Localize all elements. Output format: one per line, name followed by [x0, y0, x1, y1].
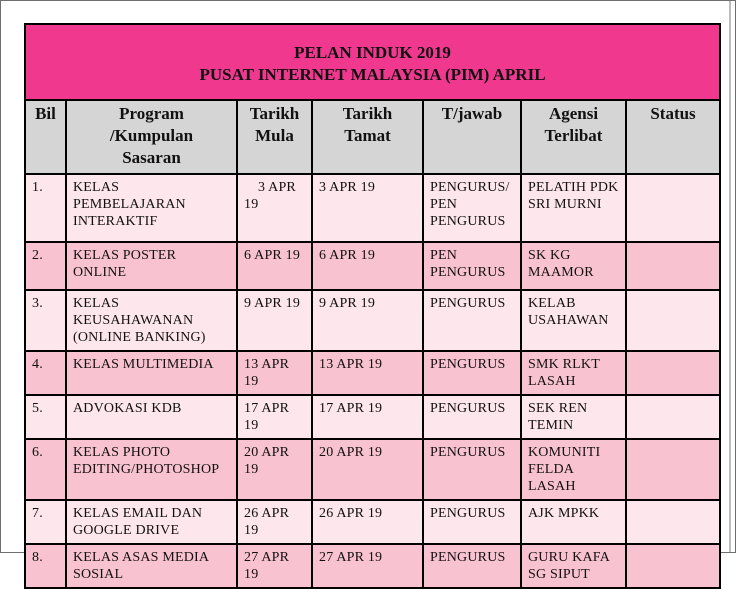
tjawab-line: PENGURUS	[430, 357, 506, 372]
program-line: PEMBELAJARAN	[73, 197, 186, 212]
tjawab-cell	[423, 544, 521, 588]
agensi-cell	[521, 395, 626, 439]
program-line: KELAS	[73, 180, 120, 195]
agensi-line: GURU KAFA	[528, 550, 611, 565]
bil-text: 5.	[32, 401, 43, 416]
tjawab-cell	[423, 290, 521, 351]
title-line-2: PUSAT INTERNET MALAYSIA (PIM) APRIL	[199, 65, 546, 84]
program-line: ADVOKASI KDB	[73, 401, 182, 416]
tarikh-mula-line: 9 APR 19	[244, 296, 301, 311]
column-header-tarikh-mula: Tarikh Mula	[237, 100, 312, 174]
agensi-line: SMK RLKT	[528, 357, 600, 372]
tjawab-line: PENGURUS	[430, 401, 506, 416]
program-line: (ONLINE BANKING)	[73, 330, 206, 345]
header-row	[25, 100, 720, 174]
column-header-agensi: Agensi Terlibat	[521, 100, 626, 174]
column-header-status: Status	[626, 100, 720, 174]
tjawab-cell	[423, 174, 521, 242]
program-line: KELAS MULTIMEDIA	[73, 357, 214, 372]
tarikh-tamat-line: 26 APR 19	[319, 506, 383, 521]
table-row	[25, 242, 720, 290]
tarikh-tamat-line: 17 APR 19	[319, 401, 383, 416]
tarikh-tamat-cell	[312, 395, 423, 439]
tarikh-mula-cell	[237, 174, 312, 242]
tarikh-tamat-cell	[312, 500, 423, 544]
tjawab-line: PENGURUS	[430, 265, 506, 280]
program-line: EDITING/PHOTOSHOP	[73, 462, 220, 477]
tarikh-tamat-line: 20 APR 19	[319, 445, 383, 460]
status-cell	[626, 174, 720, 242]
program-cell	[66, 395, 237, 439]
agensi-line: AJK MPKK	[528, 506, 600, 521]
tarikh-mula-line: 19	[244, 197, 259, 212]
program-cell	[66, 242, 237, 290]
bil-cell	[25, 395, 66, 439]
program-line: KELAS POSTER	[73, 248, 177, 263]
bil-text: 8.	[32, 550, 43, 565]
agensi-line: KOMUNITI	[528, 445, 601, 460]
table-row	[25, 290, 720, 351]
bil-text: 4.	[32, 357, 43, 372]
program-cell	[66, 544, 237, 588]
tarikh-tamat-cell	[312, 174, 423, 242]
table-row	[25, 544, 720, 588]
bil-text: 7.	[32, 506, 43, 521]
table-row	[25, 439, 720, 500]
tarikh-mula-cell	[237, 544, 312, 588]
tjawab-cell	[423, 439, 521, 500]
tjawab-line: PENGURUS	[430, 506, 506, 521]
status-cell	[626, 351, 720, 395]
bil-cell	[25, 351, 66, 395]
agensi-cell	[521, 242, 626, 290]
tarikh-mula-line: 19	[244, 462, 259, 477]
tarikh-mula-line: 13 APR	[244, 357, 290, 372]
status-cell	[626, 544, 720, 588]
tarikh-tamat-line: 3 APR 19	[319, 180, 376, 195]
program-line: KELAS	[73, 296, 120, 311]
agensi-line: MAAMOR	[528, 265, 594, 280]
tjawab-line: PEN	[430, 248, 458, 263]
agensi-cell	[521, 174, 626, 242]
tarikh-tamat-cell	[312, 351, 423, 395]
agensi-line: KELAB	[528, 296, 576, 311]
table-row	[25, 174, 720, 242]
agensi-line: USAHAWAN	[528, 313, 609, 328]
bil-text: 6.	[32, 445, 43, 460]
tarikh-mula-line: 19	[244, 567, 259, 582]
program-line: KELAS PHOTO	[73, 445, 171, 460]
tarikh-tamat-line: 13 APR 19	[319, 357, 383, 372]
bil-text: 3.	[32, 296, 43, 311]
tarikh-mula-cell	[237, 439, 312, 500]
bil-cell	[25, 544, 66, 588]
agensi-line: LASAH	[528, 374, 576, 389]
column-header-tjawab: T/jawab	[423, 100, 521, 174]
agensi-line: SRI MURNI	[528, 197, 602, 212]
program-cell	[66, 174, 237, 242]
tarikh-tamat-cell	[312, 439, 423, 500]
column-header-bil: Bil	[25, 100, 66, 174]
tjawab-cell	[423, 242, 521, 290]
tjawab-line: PENGURUS	[430, 550, 506, 565]
agensi-cell	[521, 439, 626, 500]
program-cell	[66, 290, 237, 351]
agensi-line: SK KG	[528, 248, 571, 263]
tarikh-tamat-line: 27 APR 19	[319, 550, 383, 565]
program-line: KEUSAHAWANAN	[73, 313, 194, 328]
tarikh-mula-cell	[237, 351, 312, 395]
tjawab-line: PEN	[430, 197, 458, 212]
program-cell	[66, 351, 237, 395]
bil-text: 1.	[32, 180, 43, 195]
status-cell	[626, 439, 720, 500]
tarikh-mula-cell	[237, 395, 312, 439]
plan-table	[24, 23, 721, 589]
agensi-line: LASAH	[528, 479, 576, 494]
agensi-cell	[521, 500, 626, 544]
tarikh-mula-line: 27 APR	[244, 550, 290, 565]
tarikh-mula-line: 6 APR 19	[244, 248, 301, 263]
tarikh-mula-line: 20 APR	[244, 445, 290, 460]
tjawab-cell	[423, 500, 521, 544]
column-header-program: Program /Kumpulan Sasaran	[66, 100, 237, 174]
tarikh-tamat-cell	[312, 290, 423, 351]
table-row	[25, 500, 720, 544]
status-cell	[626, 395, 720, 439]
tjawab-line: PENGURUS	[430, 445, 506, 460]
program-line: KELAS ASAS MEDIA	[73, 550, 210, 565]
tarikh-mula-line: 3 APR	[258, 180, 296, 195]
bil-cell	[25, 439, 66, 500]
bil-cell	[25, 174, 66, 242]
tarikh-mula-line: 26 APR	[244, 506, 290, 521]
program-line: SOSIAL	[73, 567, 124, 582]
tarikh-tamat-cell	[312, 544, 423, 588]
tjawab-line: PENGURUS	[430, 296, 506, 311]
tarikh-tamat-cell	[312, 242, 423, 290]
bil-cell	[25, 242, 66, 290]
agensi-line: TEMIN	[528, 418, 574, 433]
agensi-cell	[521, 544, 626, 588]
program-line: GOOGLE DRIVE	[73, 523, 180, 538]
tarikh-mula-cell	[237, 242, 312, 290]
tjawab-line: PENGURUS	[430, 214, 506, 229]
status-cell	[626, 500, 720, 544]
tarikh-mula-line: 19	[244, 523, 259, 538]
status-cell	[626, 242, 720, 290]
tarikh-mula-cell	[237, 500, 312, 544]
table-body	[25, 174, 720, 588]
tjawab-cell	[423, 395, 521, 439]
program-line: KELAS EMAIL DAN	[73, 506, 203, 521]
tjawab-line: PENGURUS/	[430, 180, 510, 195]
agensi-line: PELATIH PDK	[528, 180, 619, 195]
tarikh-tamat-line: 6 APR 19	[319, 248, 376, 263]
column-header-tarikh-tamat: Tarikh Tamat	[312, 100, 423, 174]
tarikh-mula-line: 19	[244, 418, 259, 433]
tarikh-mula-line: 19	[244, 374, 259, 389]
bil-cell	[25, 290, 66, 351]
bil-text: 2.	[32, 248, 43, 263]
agensi-line: FELDA	[528, 462, 575, 477]
table-row	[25, 351, 720, 395]
program-line: INTERAKTIF	[73, 214, 158, 229]
title-line-1: PELAN INDUK 2019	[294, 43, 451, 62]
agensi-line: SG SIPUT	[528, 567, 590, 582]
status-cell	[626, 290, 720, 351]
agensi-cell	[521, 351, 626, 395]
program-line: ONLINE	[73, 265, 127, 280]
tjawab-cell	[423, 351, 521, 395]
table-row	[25, 395, 720, 439]
agensi-cell	[521, 290, 626, 351]
tarikh-mula-line: 17 APR	[244, 401, 290, 416]
tarikh-mula-cell	[237, 290, 312, 351]
tarikh-tamat-line: 9 APR 19	[319, 296, 376, 311]
program-cell	[66, 500, 237, 544]
bil-cell	[25, 500, 66, 544]
table-title	[25, 24, 720, 100]
agensi-line: SEK REN	[528, 401, 588, 416]
program-cell	[66, 439, 237, 500]
